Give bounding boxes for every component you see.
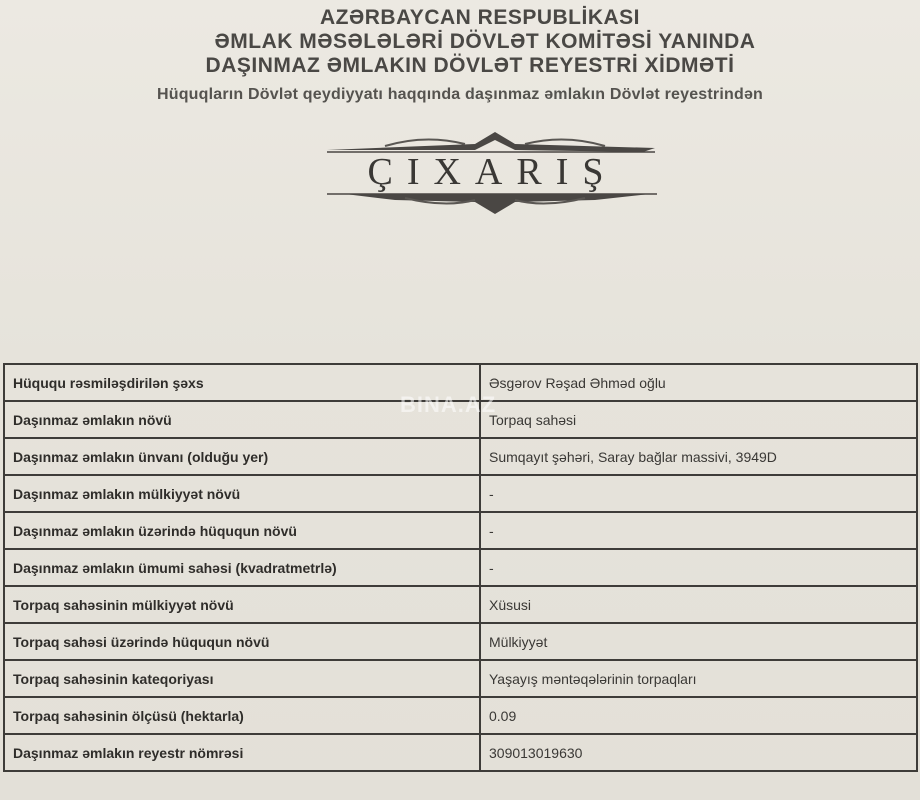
row-label: Torpaq sahəsinin kateqoriyası (4, 660, 480, 697)
row-label: Torpaq sahəsinin ölçüsü (hektarla) (4, 697, 480, 734)
table-row (4, 438, 917, 475)
header-line-1: AZƏRBAYCAN RESPUBLİKASI (320, 6, 640, 29)
table-row (4, 697, 917, 734)
row-label: Daşınmaz əmlakın reyestr nömrəsi (4, 734, 480, 771)
extract-emblem (325, 128, 660, 218)
table-row (4, 586, 917, 623)
watermark: BINA.AZ (400, 392, 497, 417)
row-label: Hüququ rəsmiləşdirilən şəxs (4, 364, 480, 401)
header-line-3: DAŞINMAZ ƏMLAKIN DÖVLƏT REYESTRİ XİDMƏTİ (205, 54, 735, 77)
row-value: Sumqayıt şəhəri, Saray bağlar massivi, 3949D (480, 438, 917, 475)
table-row (4, 512, 917, 549)
row-label: Daşınmaz əmlakın mülkiyyət növü (4, 475, 480, 512)
row-value: Yaşayış məntəqələrinin torpaqları (480, 660, 917, 697)
row-label: Torpaq sahəsinin mülkiyyət növü (4, 586, 480, 623)
registry-table (3, 363, 918, 772)
row-label: Daşınmaz əmlakın üzərində hüququn növü (4, 512, 480, 549)
row-value: - (480, 549, 917, 586)
extract-title: ÇIXARIŞ (367, 151, 618, 193)
table-row (4, 660, 917, 697)
row-value: - (480, 512, 917, 549)
row-label: Torpaq sahəsi üzərində hüququn növü (4, 623, 480, 660)
row-label: Daşınmaz əmlakın növü (4, 401, 480, 438)
document-header (0, 6, 920, 104)
table-row (4, 549, 917, 586)
row-value: - (480, 475, 917, 512)
row-value: Əsgərov Rəşad Əhməd oğlu (480, 364, 917, 401)
row-label: Daşınmaz əmlakın ümumi sahəsi (kvadratmetrlə) (4, 549, 480, 586)
row-value: Xüsusi (480, 586, 917, 623)
row-label: Daşınmaz əmlakın ünvanı (olduğu yer) (4, 438, 480, 475)
row-value: Torpaq sahəsi (480, 401, 917, 438)
header-line-2: ƏMLAK MƏSƏLƏLƏRİ DÖVLƏT KOMİTƏSİ YANINDA (214, 30, 756, 53)
row-value: Mülkiyyət (480, 623, 917, 660)
table-row (4, 734, 917, 771)
document-subtitle: Hüquqların Dövlət qeydiyyatı haqqında daşınmaz əmlakın Dövlət reyestrindən (156, 86, 764, 103)
row-value: 309013019630 (480, 734, 917, 771)
table-row (4, 623, 917, 660)
table-row (4, 475, 917, 512)
row-value: 0.09 (480, 697, 917, 734)
